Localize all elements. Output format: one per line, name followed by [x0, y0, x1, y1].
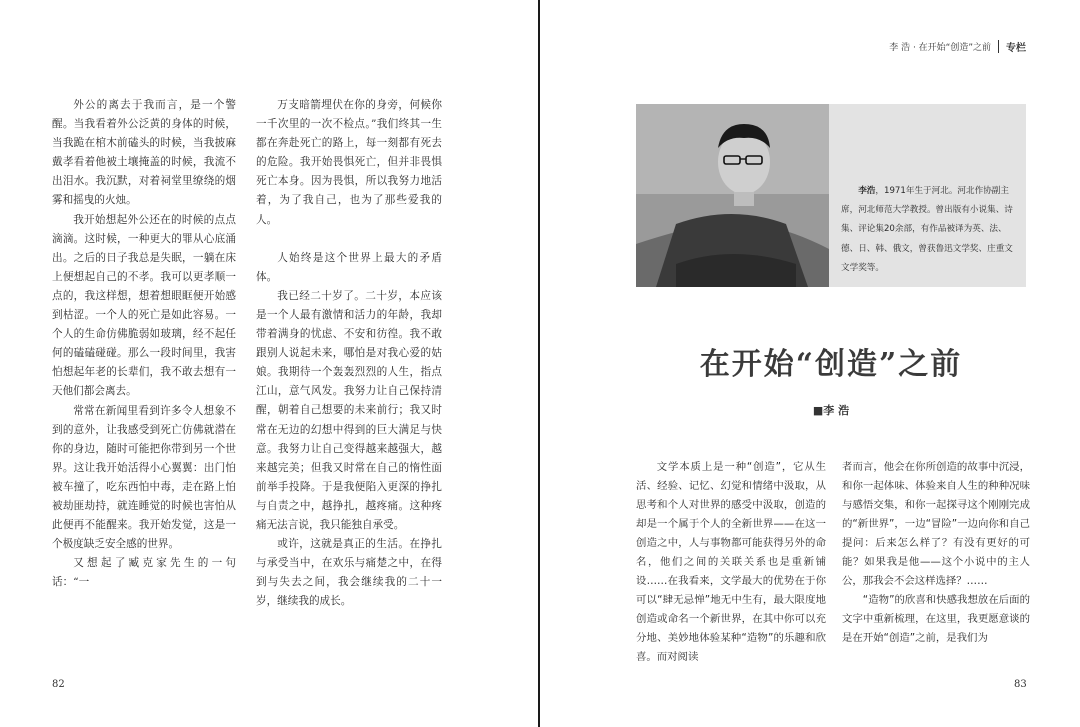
right-page-column-2 [842, 458, 1030, 648]
paragraph: 文学本质上是一种“创造”，它从生活、经验、记忆、幻觉和情绪中汲取，从思考和个人对世界的感受中汲取，创造的却是一个属于个人的全新世界——在这一创造之中，人与事物都可能获得另外的命名，他们之间的关联关系也是重新铺设……在我看来，文学最大的优势在于你可以“肆无忌惮”地无中生有，最大限度地创造或命名一个新世界，在其中你可以充分地、美妙地体验某种“造物”的乐趣和欣喜。而对阅读 [636, 461, 826, 663]
author-bio-text: ，1971年生于河北。河北作协副主席，河北师范大学教授。曾出版有小说集、诗集、评论集20余部，有作品被译为英、法、德、日、韩、俄文，曾获鲁迅文学奖、庄重文文学奖等。 [841, 186, 1013, 273]
author-photo [636, 104, 829, 287]
author-panel [636, 104, 1026, 287]
article-title: 在开始“创造”之前 [699, 347, 963, 382]
paragraph: 常常在新闻里看到许多令人想象不到的意外，让我感受到死亡仿佛就潜在你的身边，随时可能把你带到另一个世界。这让我开始活得小心翼翼：出门怕被车撞了，吃东西怕中毒，走在路上怕被劫匪劫持，就连睡觉的时候也害怕从此便再不能醒来。我开始发觉，这是一个极度缺乏安全感的世界。 [52, 404, 236, 551]
author-bio [841, 182, 1017, 278]
paragraph: 或许，这就是真正的生活。在挣扎与承受当中，在欢乐与痛楚之中，在得到与失去之间，我会继续我的二十一岁，继续我的成长。 [256, 538, 442, 608]
page-number-right: 83 [1014, 679, 1027, 690]
running-header [889, 39, 1026, 54]
left-page-column-1 [52, 96, 236, 592]
header-divider [998, 40, 999, 53]
paragraph: 外公的离去于我而言，是一个警醒。当我看着外公泛黄的身体的时候，当我跪在棺木前磕头的时候，当我披麻戴孝看着他被土壤掩盖的时候，我流不出泪水。我沉默，对着祠堂里缭绕的烟雾和摇曳的火烛。 [52, 99, 236, 207]
paragraph: 我已经二十岁了。二十岁，本应该是一个人最有激情和活力的年龄，我却带着满身的忧虑、不安和彷徨。我不敢跟别人说起未来，哪怕是对我心爱的姑娘。我期待一个轰轰烈烈的人生，指点江山，意气风发。我努力让自己保持清醒，朝着自己想要的未来前行；我又时常在无边的幻想中得到的巨大满足与快意。我努力让自己变得越来越强大，越来越完美；但我又时常在自己的惰性面前举手投降。于是我便陷入更深的挣扎与自责之中，越挣扎，越疼痛。这种疼痛无法言说，我只能独自承受。 [256, 289, 442, 531]
byline: ■李 浩 [812, 404, 850, 417]
paragraph: 万支暗箭埋伏在你的身旁，何候你一千次里的一次不检点。”我们终其一生都在奔赴死亡的路上，每一刻都有死去的危险。我开始畏惧死亡，但并非畏惧死亡本身。因为畏惧，所以我努力地活着，为了我自己，也为了那些爱我的人。 [256, 99, 442, 226]
right-page-column-1 [636, 458, 826, 667]
left-page-column-2 [256, 96, 442, 611]
paragraph: 又想起了臧克家先生的一句话：“一 [52, 557, 236, 589]
paragraph: 人始终是这个世界上最大的矛盾体。 [256, 251, 442, 283]
paragraph: “造物”的欣喜和快感我想放在后面的文字中重新梳理，在这里，我更愿意谈的是在开始“创造”之前，是我们为 [842, 594, 1030, 644]
column-label: 专栏 [1006, 43, 1026, 54]
paragraph-spacer [256, 230, 442, 249]
running-title: 李 浩 · 在开始“创造”之前 [889, 43, 991, 53]
page-gutter [538, 0, 540, 727]
page-number-left: 82 [52, 679, 65, 690]
paragraph: 我开始想起外公还在的时候的点点滴滴。这时候，一种更大的罪从心底涌出。之后的日子我总是失眠，一躺在床上便想起自己的不孝。我可以更孝顺一点的，我这样想，想着想眼眶便开始感到枯涩。一个人的死亡是如此容易。一个人的生命仿佛脆弱如玻璃，经不起任何的磕磕碰碰。那么一段时间里，我害怕想起年老的长辈们，我不敢去想有一天他们都会离去。 [52, 213, 236, 398]
author-name: 李浩 [858, 186, 876, 196]
paragraph: 者而言，他会在你所创造的故事中沉浸，和你一起体味、体验来自人生的种种况味与感悟交集，和你一起探寻这个刚刚完成的“新世界”，一边“冒险”一边向你和自己提问：后来怎么样了？有没有更好的可能？如果我是他——这个小说中的主人公，那我会不会这样选择？…… [842, 461, 1030, 587]
author-portrait-image [636, 104, 829, 287]
